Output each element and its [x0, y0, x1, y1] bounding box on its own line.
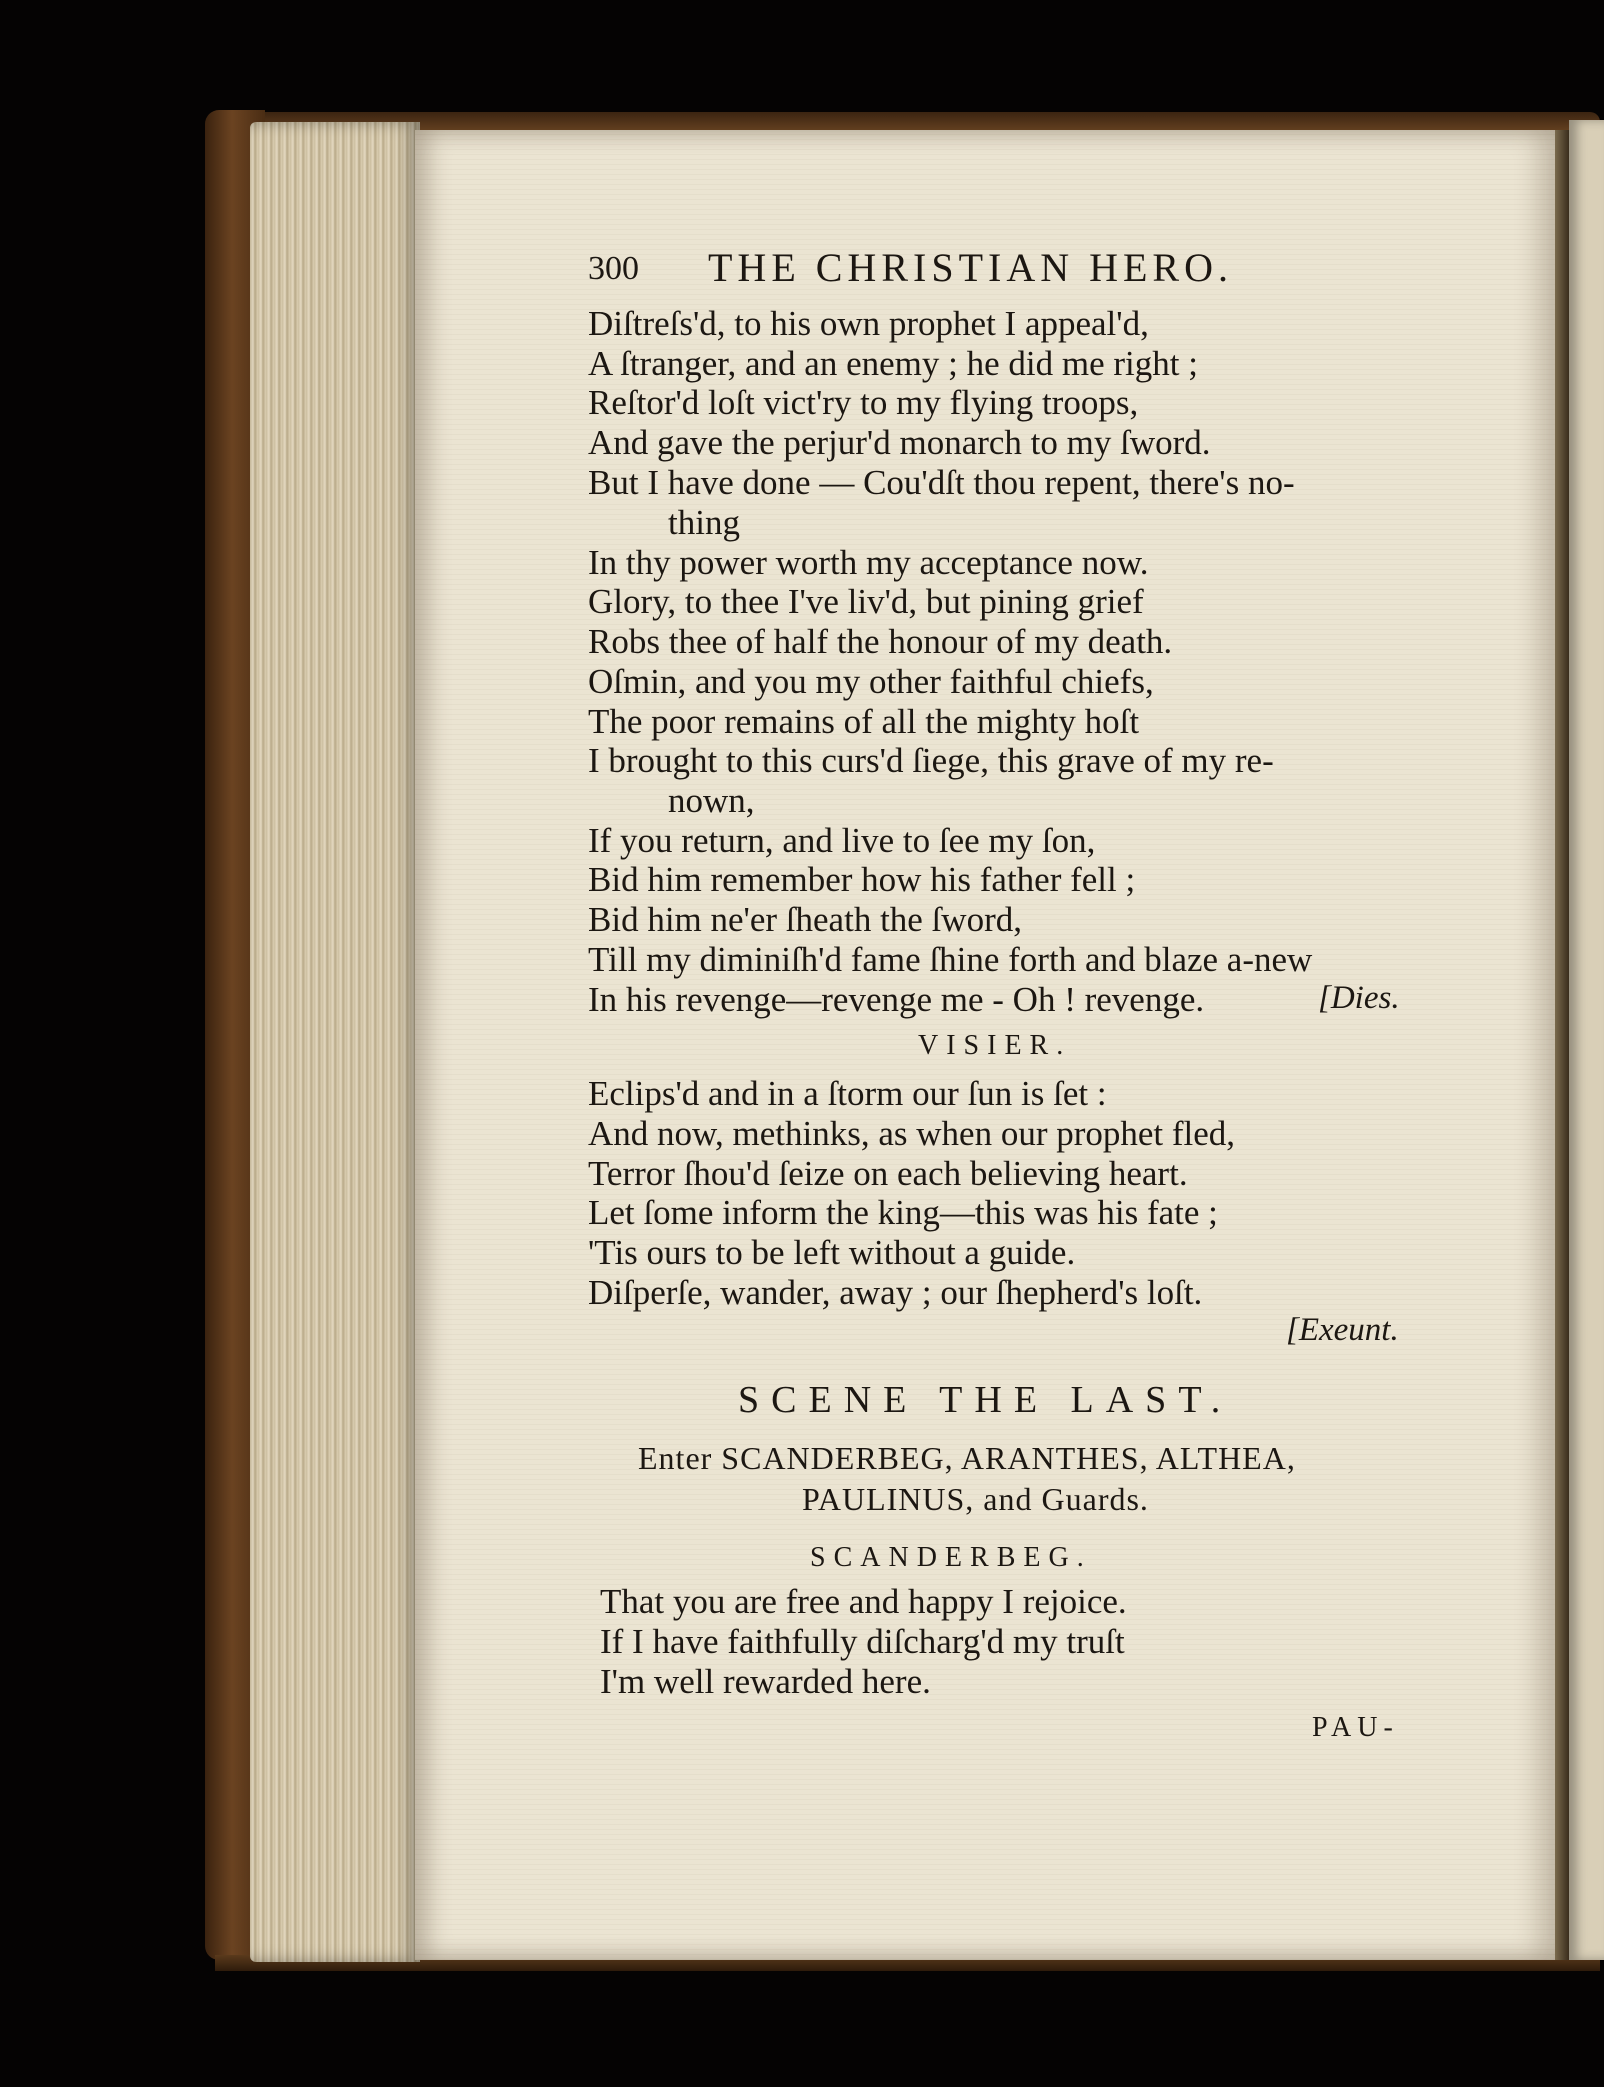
speaker-name: VISIER.	[918, 1030, 1072, 1061]
stage-direction: [Dies.	[1318, 980, 1400, 1016]
page-number: 300	[588, 250, 639, 287]
catchword: PAU-	[1312, 1712, 1399, 1743]
verse-line: Oſmin, and you my other faithful chiefs,	[588, 662, 1154, 701]
verse-line-runover: thing	[668, 503, 740, 542]
facing-page-edge	[1569, 120, 1604, 1960]
verse-line: I'm well rewarded here.	[600, 1662, 931, 1701]
verse-line: Till my diminiſh'd fame ſhine forth and blaze a-new	[588, 940, 1313, 979]
scene-heading: SCENE THE LAST.	[738, 1379, 1233, 1421]
running-head	[588, 244, 1308, 304]
entry-direction: PAULINUS, and Guards.	[802, 1481, 1149, 1517]
verse-line: Diſtreſs'd, to his own prophet I appeal'd,	[588, 304, 1149, 343]
verse-line: And now, methinks, as when our prophet fled,	[588, 1114, 1236, 1153]
verse-line: If you return, and live to ſee my ſon,	[588, 821, 1096, 860]
verse-line: That you are free and happy I rejoice.	[600, 1582, 1127, 1621]
verse-line-runover: nown,	[668, 781, 755, 820]
verse-line: But I have done — Cou'dſt thou repent, there's no-	[588, 463, 1295, 502]
verse-line: Eclips'd and in a ſtorm our ſun is ſet :	[588, 1074, 1107, 1113]
verse-line: The poor remains of all the mighty hoſt	[588, 702, 1140, 741]
stage-direction: [Exeunt.	[1286, 1312, 1399, 1348]
verse-line: Diſperſe, wander, away ; our ſhepherd's loſt.	[588, 1273, 1203, 1312]
running-title: THE CHRISTIAN HERO.	[708, 245, 1233, 290]
entry-direction: Enter SCANDERBEG, ARANTHES, ALTHEA,	[638, 1440, 1296, 1476]
verse-line: Robs thee of half the honour of my death.	[588, 622, 1173, 661]
verse-line: Reſtor'd loſt vict'ry to my flying troops,	[588, 383, 1139, 422]
verse-line: 'Tis ours to be left without a guide.	[588, 1233, 1076, 1272]
verse-line: If I have faithfully diſcharg'd my truſt	[600, 1622, 1125, 1661]
verse-line: In thy power worth my acceptance now.	[588, 543, 1149, 582]
verse-line: Let ſome inform the king—this was his fate ;	[588, 1193, 1218, 1232]
verse-line: I brought to this curs'd ſiege, this grave of my re-	[588, 741, 1274, 780]
verse-line: Glory, to thee I've liv'd, but pining grief	[588, 582, 1144, 621]
verse-line: Terror ſhou'd ſeize on each believing heart.	[588, 1154, 1188, 1193]
verse-line: Bid him ne'er ſheath the ſword,	[588, 900, 1022, 939]
verse-line: A ſtranger, and an enemy ; he did me right ;	[588, 344, 1198, 383]
speaker-name: SCANDERBEG.	[810, 1542, 1092, 1573]
book-gutter	[1555, 130, 1569, 1960]
verse-line: And gave the perjur'd monarch to my ſword.	[588, 423, 1211, 462]
verse-line: In his revenge—revenge me - Oh ! revenge.	[588, 980, 1205, 1019]
page-block-edges	[250, 122, 420, 1962]
verse-line: Bid him remember how his father fell ;	[588, 860, 1136, 899]
